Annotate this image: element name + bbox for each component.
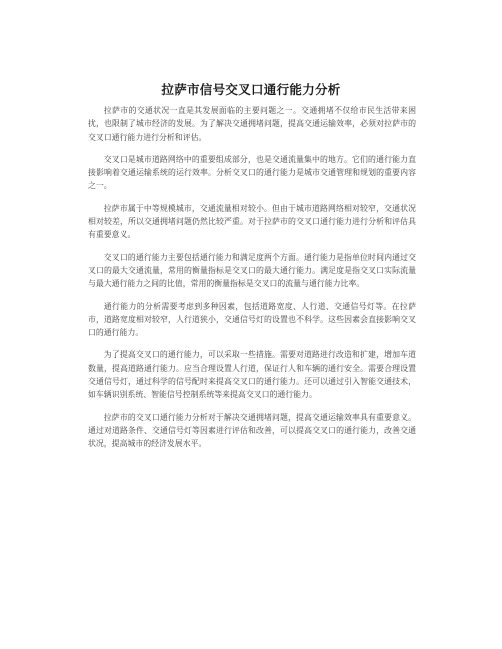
paragraph-2: 交叉口是城市道路网络中的重要组成部分，也是交通流量集中的地方。它们的通行能力直接影响着交通运输系统的运行效率。分析交叉口的通行能力是城市交通管理和规划的重要内容之一。 (88, 154, 416, 191)
paragraph-5: 通行能力的分析需要考虑到多种因素，包括道路宽度、人行道、交通信号灯等。在拉萨市，道路宽度相对较窄，人行道狭小，交通信号灯的设置也不科学。这些因素会直接影响交叉口的通行能力。 (88, 301, 416, 338)
paragraph-3: 拉萨市属于中等规模城市，交通流量相对较小。但由于城市道路网络相对较窄，交通状况相对较差，所以交通拥堵问题仍然比较严重。对于拉萨市的交叉口通行能力进行分析和评估具有重要意义。 (88, 203, 416, 240)
document-body (88, 104, 416, 460)
document-title: 拉萨市信号交叉口通行能力分析 (161, 82, 341, 97)
paragraph-4: 交叉口的通行能力主要包括通行能力和满足度两个方面。通行能力是指单位时间内通过交叉口的最大交通流量，常用的衡量指标是交叉口的最大通行能力。满足度是指交叉口实际流量与最大通行能力之间的比值，常用的衡量指标是交叉口的流量与通行能力比率。 (88, 252, 416, 289)
paragraph-7: 拉萨市的交叉口通行能力分析对于解决交通拥堵问题，提高交通运输效率具有重要意义。通过对道路条件、交通信号灯等因素进行评估和改善，可以提高交叉口的通行能力，改善交通状况，提高城市的经济发展水平。 (88, 412, 416, 449)
paragraph-6: 为了提高交叉口的通行能力，可以采取一些措施。需要对道路进行改造和扩建，增加车道数量，提高道路通行能力。应当合理设置人行道，保证行人和车辆的通行安全。需要合理设置交通信号灯，通过科学的信号配时来提高交叉口的通行能力。还可以通过引入智能交通技术，如车辆识别系统、智能信号控制系统等来提高交叉口的通行能力。 (88, 350, 416, 400)
paragraph-1: 拉萨市的交通状况一直是其发展面临的主要问题之一。交通拥堵不仅给市民生活带来困扰，也限制了城市经济的发展。为了解决交通拥堵问题，提高交通运输效率，必须对拉萨市的交叉口通行能力进行分析和评估。 (88, 106, 416, 142)
